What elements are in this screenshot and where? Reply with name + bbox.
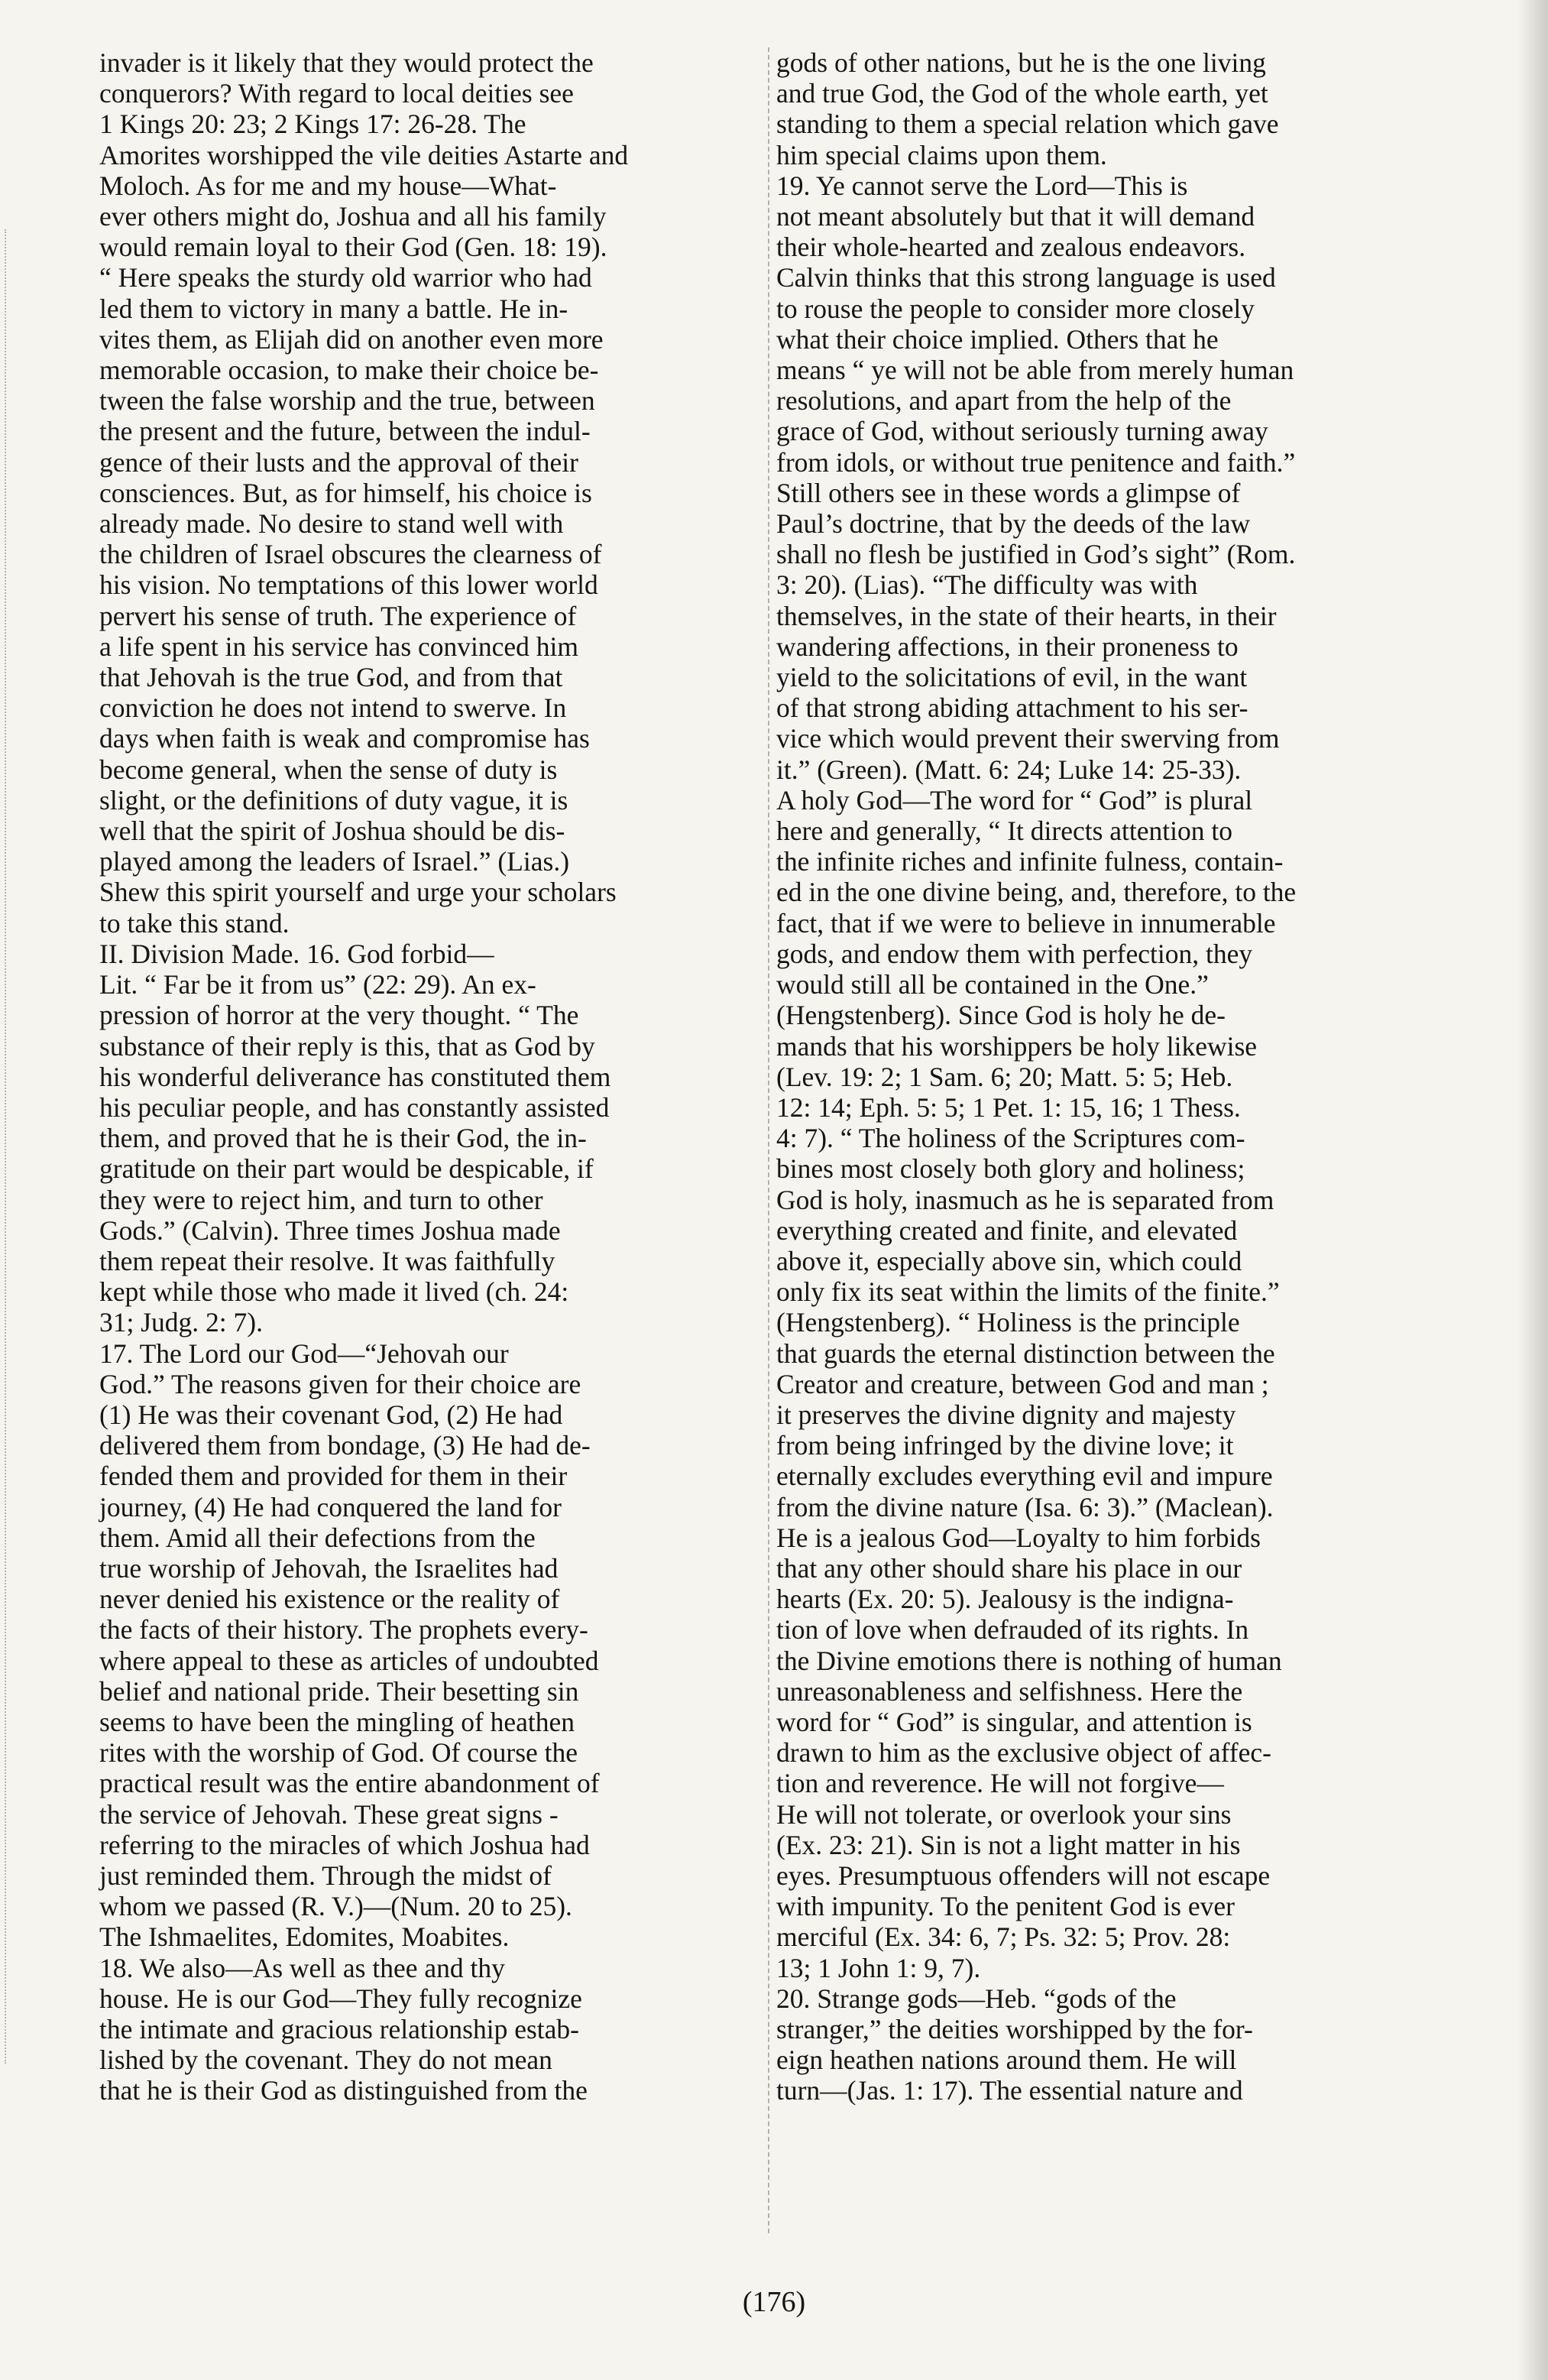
text-line: above it, especially above sin, which could	[776, 1245, 1242, 1276]
text-line: consciences. But, as for himself, his choice is	[99, 477, 592, 508]
text-line: belief and national pride. Their besetting sin	[99, 1675, 579, 1707]
text-line: vice which would prevent their swerving from	[776, 723, 1280, 754]
text-line: 31; Judg. 2: 7).	[99, 1307, 263, 1338]
text-line: from idols, or without true penitence and faith.”	[776, 446, 1296, 478]
text-line: yield to the solicitations of evil, in the want	[776, 662, 1248, 693]
text-line: tween the false worship and the true, between	[99, 385, 595, 417]
column-divider	[768, 47, 769, 2233]
text-line: (Ex. 23: 21). Sin is not a light matter in his	[776, 1829, 1241, 1860]
text-line: to take this stand.	[99, 907, 290, 939]
text-line: God is holy, inasmuch as he is separated from	[776, 1184, 1274, 1215]
text-line: they were to reject him, and turn to other	[99, 1184, 543, 1215]
text-line: God.” The reasons given for their choice are	[99, 1368, 581, 1399]
text-line: the infinite riches and infinite fulness, contain-	[776, 846, 1284, 877]
text-line: his vision. No temptations of this lower world	[99, 569, 598, 601]
text-line: ever others might do, Joshua and all his family	[99, 201, 607, 232]
text-line: 3: 20). (Lias). “The difficulty was with	[776, 569, 1198, 601]
text-line: their whole-hearted and zealous endeavors.	[776, 232, 1246, 263]
text-line: eyes. Presumptuous offenders will not escape	[776, 1860, 1271, 1891]
text-line: 20. Strange gods—Heb. “gods of the	[776, 1983, 1177, 2014]
text-line: kept while those who made it lived (ch. 24:	[99, 1276, 569, 1308]
text-line: seems to have been the mingling of heathen	[99, 1706, 575, 1737]
text-line: would remain loyal to their God (Gen. 18: 19).	[99, 232, 607, 263]
text-line: Creator and creature, between God and man ;	[776, 1368, 1269, 1399]
text-line: (Hengstenberg). Since God is holy he de-	[776, 1000, 1226, 1031]
text-line: Amorites worshipped the vile deities Astarte and	[99, 139, 629, 170]
text-line: the service of Jehovah. These great signs -	[99, 1798, 559, 1830]
text-line: eign heathen nations around them. He will	[776, 2044, 1237, 2076]
text-line: gods, and endow them with perfection, they	[776, 938, 1253, 969]
text-line: grace of God, without seriously turning away	[776, 416, 1268, 447]
page-edge-shadow	[1517, 0, 1548, 2380]
text-line: mands that his worshippers be holy likewise	[776, 1030, 1258, 1062]
text-line: bines most closely both glory and holiness;	[776, 1153, 1245, 1185]
text-line: Moloch. As for me and my house—What-	[99, 170, 557, 201]
text-line: 13; 1 John 1: 9, 7).	[776, 1952, 981, 1983]
text-line: Calvin thinks that this strong language is used	[776, 262, 1276, 293]
text-line: turn—(Jas. 1: 17). The essential nature and	[776, 2075, 1243, 2106]
left-text-column	[99, 47, 766, 2106]
text-line: that any other should share his place in our	[776, 1552, 1242, 1584]
text-line: journey, (4) He had conquered the land for	[99, 1491, 562, 1522]
text-line: II. Division Made. 16. God forbid—	[99, 938, 494, 969]
text-line: pression of horror at the very thought. “ The	[99, 1000, 579, 1031]
text-line: them, and proved that he is their God, the in-	[99, 1123, 587, 1154]
text-line: and true God, the God of the whole earth, yet	[776, 78, 1268, 109]
text-line: practical result was the entire abandonment of	[99, 1768, 600, 1799]
text-line: rites with the worship of God. Of course the	[99, 1737, 578, 1769]
text-line: means “ ye will not be able from merely human	[776, 355, 1294, 386]
scan-margin-marks	[5, 229, 29, 2064]
text-line: that guards the eternal distinction between the	[776, 1338, 1275, 1369]
text-line: to rouse the people to consider more closely	[776, 293, 1255, 324]
text-line: wandering affections, in their proneness to	[776, 631, 1239, 662]
text-line: what their choice implied. Others that he	[776, 323, 1219, 355]
text-line: a life spent in his service has convinced him	[99, 631, 578, 662]
text-line: them repeat their resolve. It was faithfully	[99, 1245, 555, 1276]
text-line: conviction he does not intend to swerve. In	[99, 692, 567, 724]
text-line: (1) He was their covenant God, (2) He had	[99, 1399, 563, 1430]
text-line: the facts of their history. The prophets every-	[99, 1614, 588, 1646]
text-line: his peculiar people, and has constantly assisted	[99, 1091, 610, 1123]
text-line: hearts (Ex. 20: 5). Jealousy is the indigna-	[776, 1584, 1234, 1615]
text-line: conquerors? With regard to local deities see	[99, 78, 574, 109]
text-line: Shew this spirit yourself and urge your scholars	[99, 877, 617, 908]
text-line: tion of love when defrauded of its rights. In	[776, 1614, 1249, 1646]
text-line: ed in the one divine being, and, therefore, to the	[776, 877, 1297, 908]
text-line: 4: 7). “ The holiness of the Scriptures com-	[776, 1123, 1245, 1154]
text-line: well that the spirit of Joshua should be dis-	[99, 815, 565, 847]
text-line: his wonderful deliverance has constituted them	[99, 1061, 611, 1092]
text-line: He will not tolerate, or overlook your sins	[776, 1798, 1232, 1830]
text-line: him special claims upon them.	[776, 139, 1107, 170]
text-line: invader is it likely that they would protect the	[99, 47, 594, 78]
text-line: delivered them from bondage, (3) He had de-	[99, 1430, 591, 1461]
text-line: where appeal to these as articles of undoubted	[99, 1645, 599, 1676]
text-line: that he is their God as distinguished from the	[99, 2075, 588, 2106]
text-line: led them to victory in many a battle. He in-	[99, 293, 568, 324]
text-line: themselves, in the state of their hearts, in their	[776, 600, 1277, 631]
text-line: resolutions, and apart from the help of the	[776, 385, 1232, 417]
text-line: 18. We also—As well as thee and thy	[99, 1952, 505, 1983]
text-line: vites them, as Elijah did on another even more	[99, 323, 604, 355]
text-line: never denied his existence or the reality of	[99, 1584, 560, 1615]
text-line: Gods.” (Calvin). Three times Joshua made	[99, 1214, 561, 1246]
text-line: them. Amid all their defections from the	[99, 1522, 536, 1553]
text-line: Paul’s doctrine, that by the deeds of the law	[776, 508, 1251, 540]
text-line: it preserves the divine dignity and majesty	[776, 1399, 1236, 1430]
text-line: that Jehovah is the true God, and from that	[99, 662, 563, 693]
text-line: memorable occasion, to make their choice be-	[99, 355, 599, 386]
text-line: from being infringed by the divine love; it	[776, 1430, 1234, 1461]
text-line: word for “ God” is singular, and attention is	[776, 1706, 1252, 1737]
right-text-column	[776, 47, 1443, 2106]
text-line: with impunity. To the penitent God is ever	[776, 1891, 1235, 1922]
text-line: fended them and provided for them in their	[99, 1461, 568, 1492]
text-line: fact, that if we were to believe in innumerable	[776, 907, 1276, 939]
text-line: (Lev. 19: 2; 1 Sam. 6; 20; Matt. 5: 5; Heb.	[776, 1061, 1233, 1092]
text-line: substance of their reply is this, that as God by	[99, 1030, 595, 1062]
text-line: standing to them a special relation which gave	[776, 109, 1279, 140]
text-line: drawn to him as the exclusive object of affec-	[776, 1737, 1271, 1769]
text-line: the children of Israel obscures the clearness of	[99, 539, 602, 570]
text-line: 12: 14; Eph. 5: 5; 1 Pet. 1: 15, 16; 1 Thess.	[776, 1091, 1241, 1123]
text-line: everything created and finite, and elevated	[776, 1214, 1238, 1246]
text-line: gence of their lusts and the approval of their	[99, 446, 578, 478]
text-line: A holy God—The word for “ God” is plural	[776, 784, 1253, 815]
text-line: it.” (Green). (Matt. 6: 24; Luke 14: 25-33).	[776, 754, 1242, 785]
text-line: shall no flesh be justified in God’s sight” (Rom.	[776, 539, 1296, 570]
text-line: already made. No desire to stand well with	[99, 508, 564, 540]
text-line: The Ishmaelites, Edomites, Moabites.	[99, 1921, 510, 1953]
text-line: Still others see in these words a glimpse of	[776, 477, 1241, 508]
text-line: days when faith is weak and compromise has	[99, 723, 590, 754]
text-line: merciful (Ex. 34: 6, 7; Ps. 32: 5; Prov. 28:	[776, 1921, 1231, 1953]
text-line: from the divine nature (Isa. 6: 3).” (Maclean).	[776, 1491, 1274, 1522]
text-line: whom we passed (R. V.)—(Num. 20 to 25).	[99, 1891, 572, 1922]
text-line: (Hengstenberg). “ Holiness is the principle	[776, 1307, 1240, 1338]
text-line: lished by the covenant. They do not mean	[99, 2044, 552, 2076]
text-line: 17. The Lord our God—“Jehovah our	[99, 1338, 509, 1369]
text-line: house. He is our God—They fully recognize	[99, 1983, 582, 2014]
text-line: would still all be contained in the One.”	[776, 969, 1209, 1000]
text-line: played among the leaders of Israel.” (Lias.)	[99, 846, 570, 877]
text-line: stranger,” the deities worshipped by the for-	[776, 2014, 1253, 2044]
text-line: “ Here speaks the sturdy old warrior who had	[99, 262, 592, 293]
text-line: the Divine emotions there is nothing of human	[776, 1645, 1282, 1676]
text-line: of that strong abiding attachment to his ser-	[776, 692, 1248, 724]
text-line: He is a jealous God—Loyalty to him forbids	[776, 1522, 1261, 1553]
text-line: eternally excludes everything evil and impure	[776, 1461, 1273, 1492]
text-line: just reminded them. Through the midst of	[99, 1860, 552, 1891]
text-line: the intimate and gracious relationship estab-	[99, 2014, 579, 2044]
text-line: 1 Kings 20: 23; 2 Kings 17: 26-28. The	[99, 109, 526, 140]
text-line: become general, when the sense of duty is	[99, 754, 558, 785]
text-line: Lit. “ Far be it from us” (22: 29). An ex-	[99, 969, 536, 1000]
text-line: the present and the future, between the indul-	[99, 416, 591, 447]
text-line: gratitude on their part would be despicable, if	[99, 1153, 594, 1185]
text-line: tion and reverence. He will not forgive—	[776, 1768, 1224, 1799]
text-line: here and generally, “ It directs attention to	[776, 815, 1232, 847]
page-number: (176)	[742, 2286, 806, 2318]
text-line: pervert his sense of truth. The experience of	[99, 600, 577, 631]
text-line: 19. Ye cannot serve the Lord—This is	[776, 170, 1188, 201]
text-line: referring to the miracles of which Joshua had	[99, 1829, 590, 1860]
text-line: true worship of Jehovah, the Israelites had	[99, 1552, 559, 1584]
text-line: unreasonableness and selfishness. Here the	[776, 1675, 1243, 1707]
text-line: only fix its seat within the limits of the finite.”	[776, 1276, 1280, 1308]
text-line: slight, or the definitions of duty vague, it is	[99, 784, 568, 815]
text-line: not meant absolutely but that it will demand	[776, 201, 1255, 232]
text-line: gods of other nations, but he is the one living	[776, 47, 1266, 78]
